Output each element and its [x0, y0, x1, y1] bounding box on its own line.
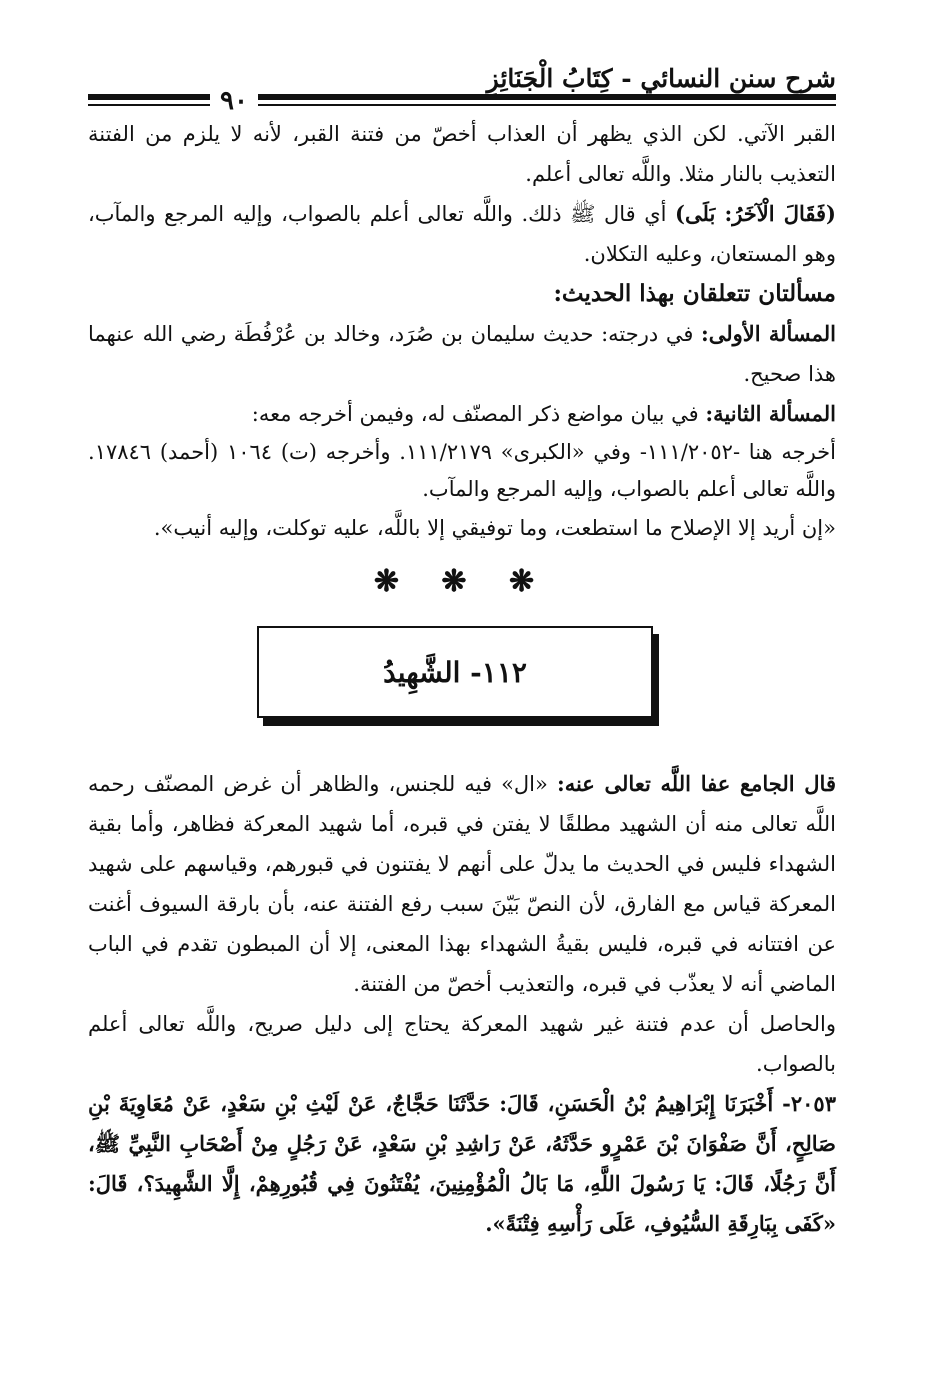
- quoted-phrase: (فَقَالَ الْآخَرُ: بَلَى): [675, 201, 836, 226]
- intro-paragraph-2: [88, 194, 836, 274]
- issues-heading: مسألتان تتعلقان بهذا الحديث:: [553, 280, 836, 307]
- intro-paragraph-2-text: أي قال ﷺ ذلك. واللَّه تعالى أعلم بالصواب، وإليه المرجع والمآب، وهو المستعان، وعليه التكلان.: [88, 202, 836, 266]
- header-title: شرح سنن النسائي - كِتَابُ الْجَنَائِزِ: [486, 64, 836, 93]
- second-issue-label: المسألة الثانية:: [705, 401, 836, 426]
- first-issue-label: المسألة الأولى:: [700, 321, 836, 346]
- commentary-paragraph-1: [88, 764, 836, 1004]
- page-number: ٩٠: [210, 86, 258, 116]
- chapter-box-frame: [257, 626, 653, 718]
- header-rule-thick: [88, 94, 836, 100]
- closing-quote: «إن أريد إلا الإصلاح ما استطعت، وما توفيقي إلا باللَّه، عليه توكلت، وإليه أنيب».: [153, 516, 836, 540]
- intro-paragraph-1: القبر الآتي. لكن الذي يظهر أن العذاب أخصّ من فتنة القبر، لأنه لا يلزم من الفتنة التعذيب بالنار مثلا. واللَّه تعالى أعلم.: [88, 122, 836, 186]
- book-page: [88, 52, 836, 1244]
- first-issue: [88, 314, 836, 394]
- chapter-box: [257, 626, 667, 736]
- second-issue: [88, 394, 836, 434]
- section-separator: ❋ ❋ ❋: [373, 564, 551, 599]
- commentary-paragraph-2: والحاصل أن عدم فتنة غير شهيد المعركة يحتاج إلى دليل صريح، واللَّه تعالى أعلم بالصواب.: [88, 1012, 836, 1076]
- hadith-text: ٢٠٥٣- أَخْبَرَنَا إِبْرَاهِيمُ بْنُ الْحَسَنِ، قَالَ: حَدَّثَنَا حَجَّاجٌ، عَنْ لَيْثِ بْنِ سَعْدٍ، عَنْ مُعَاوِيَةَ بْنِ صَالِحٍ، أَنَّ صَفْوَانَ بْنَ عَمْرٍو حَدَّثَهُ، عَنْ رَاشِدِ بْنِ سَعْدٍ، عَنْ رَجُلٍ مِنْ أَصْحَابِ النَّبِيِّ ﷺ، أَنَّ رَجُلًا، قَالَ: يَا رَسُولَ اللَّهِ، مَا بَالُ الْمُؤْمِنِينَ، يُفْتَنُونَ فِي قُبُورِهِمْ، إِلَّا الشَّهِيدَ؟، قَالَ: «كَفَى بِبَارِقَةِ السُّيُوفِ، عَلَى رَأْسِهِ فِتْنَةً».: [88, 1091, 836, 1236]
- commentary-text: «ال» فيه للجنس، والظاهر أن غرض المصنّف رحمه اللَّه تعالى منه أن الشهيد مطلقًا لا يفتن في قبره، أما شهيد المعركة فظاهر، وأما بقية الشهداء فليس في الحديث ما يدلّ على أنهم لا يفتنون في قبورهم، وقياسهم على شهيد المعركة قياس مع الفارق، لأن النصّ بَيّنَ سبب رفع الفتنة عنه، بأن بارقة السيوف أغنت عن افتتانه في قبره، فليس بقيةُ الشهداء بهذا المعنى، إلا أن المبطون تقدم في الباب الماضي أنه لا يعذّب في قبره، والتعذيب أخصّ من الفتنة.: [88, 772, 836, 996]
- first-issue-text: في درجته: حديث سليمان بن صُرَد، وخالد بن عُرْفُطَة رضي الله عنهما هذا صحيح.: [88, 322, 836, 386]
- commentary-lead: قال الجامع عفا اللَّه تعالى عنه:: [556, 771, 836, 796]
- header-rule-thin: [88, 104, 836, 106]
- second-issue-text: في بيان مواضع ذكر المصنّف له، وفيمن أخرجه معه:: [251, 402, 706, 426]
- takhrij-paragraph: أخرجه هنا -١١١/٢٠٥٢- وفي «الكبرى» ١١١/٢١٧٩. وأخرجه (ت) ١٠٦٤ (أحمد) ١٧٨٤٦. واللَّه تعالى أعلم بالصواب، وإليه المرجع والمآب.: [88, 440, 837, 501]
- running-header: [88, 52, 836, 114]
- chapter-title: ١١٢- الشَّهِيدُ: [383, 655, 527, 689]
